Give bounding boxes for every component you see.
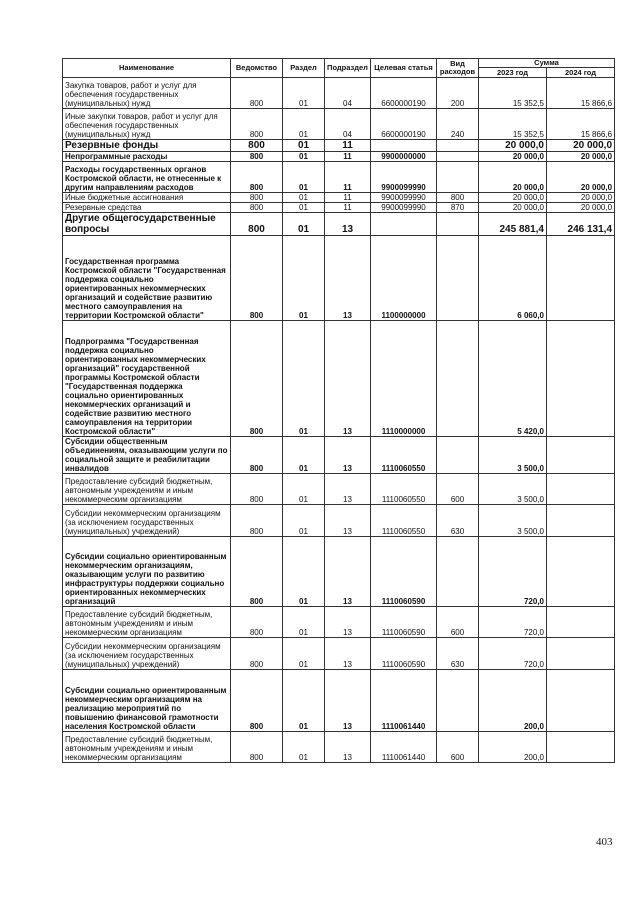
cell-sec: 01 — [283, 670, 325, 732]
cell-type: 630 — [437, 638, 479, 670]
cell-target: 9900099990 — [371, 193, 437, 203]
cell-type: 630 — [437, 505, 479, 537]
cell-dept: 800 — [231, 505, 283, 537]
cell-name: Иные закупки товаров, работ и услуг для обеспечения государственных (муниципальных) нужд — [63, 109, 231, 140]
header-section: Раздел — [283, 59, 325, 78]
cell-y2024 — [547, 537, 615, 607]
table-row — [63, 505, 615, 537]
header-subsection: Подраздел — [325, 59, 371, 78]
cell-y2024 — [547, 670, 615, 732]
cell-dept: 800 — [231, 537, 283, 607]
cell-name: Непрограммные расходы — [63, 152, 231, 162]
cell-sub: 11 — [325, 152, 371, 162]
cell-target: 1100000000 — [371, 236, 437, 321]
cell-sec: 01 — [283, 607, 325, 638]
cell-sub: 13 — [325, 474, 371, 505]
cell-sub: 13 — [325, 670, 371, 732]
cell-sub: 11 — [325, 140, 371, 152]
cell-y2023: 20 000,0 — [479, 152, 547, 162]
cell-name: Резервные фонды — [63, 140, 231, 152]
cell-sub: 13 — [325, 236, 371, 321]
cell-dept: 800 — [231, 732, 283, 763]
cell-sub: 13 — [325, 437, 371, 474]
cell-sec: 01 — [283, 474, 325, 505]
cell-name: Субсидии общественным объединениям, оказывающим услуги по социальной защите и реабилитации инвалидов — [63, 437, 231, 474]
table-row — [63, 162, 615, 193]
cell-dept: 800 — [231, 670, 283, 732]
cell-name: Предоставление субсидий бюджетным, автономным учреждениям и иным некоммерческим организациям — [63, 607, 231, 638]
cell-type — [437, 321, 479, 437]
cell-y2024 — [547, 638, 615, 670]
table-row — [63, 537, 615, 607]
cell-sec: 01 — [283, 78, 325, 109]
cell-target: 9900099990 — [371, 203, 437, 213]
table-row — [63, 236, 615, 321]
cell-y2023: 200,0 — [479, 732, 547, 763]
cell-sec: 01 — [283, 732, 325, 763]
cell-sec: 01 — [283, 109, 325, 140]
cell-sec: 01 — [283, 193, 325, 203]
cell-target: 1110060590 — [371, 607, 437, 638]
cell-y2024 — [547, 321, 615, 437]
cell-name: Предоставление субсидий бюджетным, автономным учреждениям и иным некоммерческим организациям — [63, 732, 231, 763]
cell-sub: 13 — [325, 732, 371, 763]
cell-type — [437, 162, 479, 193]
header-target: Целевая статья — [371, 59, 437, 78]
cell-sec: 01 — [283, 140, 325, 152]
cell-target: 1110061440 — [371, 670, 437, 732]
cell-y2023: 5 420,0 — [479, 321, 547, 437]
cell-name: Предоставление субсидий бюджетным, автономным учреждениям и иным некоммерческим организациям — [63, 474, 231, 505]
cell-name: Другие общегосударственные вопросы — [63, 213, 231, 236]
cell-name: Субсидии социально ориентированным некоммерческим организациям на реализацию мероприятий по повышению финансовой грамотности населения Костромской области — [63, 670, 231, 732]
cell-sub: 11 — [325, 203, 371, 213]
table-row — [63, 321, 615, 437]
cell-dept: 800 — [231, 78, 283, 109]
cell-type — [437, 670, 479, 732]
header-name: Наименование — [63, 59, 231, 78]
cell-sec: 01 — [283, 638, 325, 670]
cell-type: 240 — [437, 109, 479, 140]
cell-name: Субсидии социально ориентированным некоммерческим организациям, оказывающим услуги по развитию инфраструктуры поддержки социально ориентированных некоммерческих организаций — [63, 537, 231, 607]
cell-target: 1110060550 — [371, 437, 437, 474]
cell-dept: 800 — [231, 321, 283, 437]
cell-y2023: 15 352,5 — [479, 109, 547, 140]
cell-sec: 01 — [283, 505, 325, 537]
cell-name: Субсидии некоммерческим организациям (за исключением государственных (муниципальных) учреждений) — [63, 638, 231, 670]
cell-type — [437, 140, 479, 152]
cell-sub: 11 — [325, 162, 371, 193]
cell-dept: 800 — [231, 140, 283, 152]
cell-dept: 800 — [231, 213, 283, 236]
cell-sec: 01 — [283, 537, 325, 607]
cell-type — [437, 437, 479, 474]
cell-dept: 800 — [231, 474, 283, 505]
cell-name: Расходы государственных органов Костромской области, не отнесенные к другим направлениям расходов — [63, 162, 231, 193]
table-row — [63, 78, 615, 109]
cell-y2024: 20 000,0 — [547, 203, 615, 213]
cell-sub: 13 — [325, 321, 371, 437]
cell-y2023: 6 060,0 — [479, 236, 547, 321]
header-year-2023: 2023 год — [479, 68, 547, 78]
cell-type: 600 — [437, 732, 479, 763]
cell-target: 9900099990 — [371, 162, 437, 193]
cell-target: 1110060590 — [371, 638, 437, 670]
cell-dept: 800 — [231, 203, 283, 213]
cell-y2023: 20 000,0 — [479, 193, 547, 203]
cell-y2024: 15 866,6 — [547, 78, 615, 109]
cell-type: 800 — [437, 193, 479, 203]
table-row — [63, 732, 615, 763]
table-row — [63, 607, 615, 638]
cell-y2024 — [547, 474, 615, 505]
cell-name: Государственная программа Костромской области "Государственная поддержка социально ориентированных некоммерческих организаций и содействие развитию местного самоуправления на территории Костромской области" — [63, 236, 231, 321]
cell-y2023: 720,0 — [479, 607, 547, 638]
cell-y2024: 20 000,0 — [547, 193, 615, 203]
cell-name: Иные бюджетные ассигнования — [63, 193, 231, 203]
header-type: Вид расходов — [437, 59, 479, 78]
cell-dept: 800 — [231, 236, 283, 321]
budget-table — [62, 58, 615, 763]
cell-name: Закупка товаров, работ и услуг для обеспечения государственных (муниципальных) нужд — [63, 78, 231, 109]
cell-y2023: 200,0 — [479, 670, 547, 732]
cell-dept: 800 — [231, 638, 283, 670]
header-dept: Ведомство — [231, 59, 283, 78]
cell-y2024: 246 131,4 — [547, 213, 615, 236]
cell-sec: 01 — [283, 203, 325, 213]
cell-target — [371, 140, 437, 152]
cell-type: 870 — [437, 203, 479, 213]
cell-type — [437, 537, 479, 607]
cell-target: 1110060550 — [371, 505, 437, 537]
cell-target: 1110061440 — [371, 732, 437, 763]
page-number: 403 — [596, 836, 613, 848]
table-row — [63, 474, 615, 505]
table-row — [63, 203, 615, 213]
cell-y2024: 20 000,0 — [547, 152, 615, 162]
table-row — [63, 213, 615, 236]
cell-dept: 800 — [231, 152, 283, 162]
cell-type: 200 — [437, 78, 479, 109]
table-row — [63, 437, 615, 474]
cell-name: Субсидии некоммерческим организациям (за исключением государственных (муниципальных) учреждений) — [63, 505, 231, 537]
cell-sec: 01 — [283, 321, 325, 437]
table-row — [63, 670, 615, 732]
cell-y2023: 3 500,0 — [479, 437, 547, 474]
table-body — [63, 78, 615, 763]
table-row — [63, 193, 615, 203]
cell-target: 6600000190 — [371, 109, 437, 140]
cell-sec: 01 — [283, 437, 325, 474]
cell-dept: 800 — [231, 162, 283, 193]
cell-sub: 04 — [325, 109, 371, 140]
cell-y2024 — [547, 607, 615, 638]
table-row — [63, 152, 615, 162]
cell-dept: 800 — [231, 607, 283, 638]
cell-type: 600 — [437, 474, 479, 505]
cell-dept: 800 — [231, 437, 283, 474]
cell-name: Резервные средства — [63, 203, 231, 213]
cell-y2023: 3 500,0 — [479, 474, 547, 505]
cell-y2023: 3 500,0 — [479, 505, 547, 537]
cell-type — [437, 213, 479, 236]
cell-y2023: 720,0 — [479, 638, 547, 670]
cell-y2023: 20 000,0 — [479, 203, 547, 213]
cell-y2023: 15 352,5 — [479, 78, 547, 109]
cell-sec: 01 — [283, 236, 325, 321]
cell-y2023: 20 000,0 — [479, 162, 547, 193]
cell-target: 1110060550 — [371, 474, 437, 505]
cell-target: 1110000000 — [371, 321, 437, 437]
cell-y2023: 20 000,0 — [479, 140, 547, 152]
cell-sub: 13 — [325, 505, 371, 537]
cell-target — [371, 213, 437, 236]
cell-sub: 13 — [325, 213, 371, 236]
cell-sub: 04 — [325, 78, 371, 109]
cell-type — [437, 152, 479, 162]
cell-dept: 800 — [231, 193, 283, 203]
header-sum: Сумма — [479, 59, 615, 68]
cell-sub: 13 — [325, 537, 371, 607]
cell-y2023: 720,0 — [479, 537, 547, 607]
table-row — [63, 638, 615, 670]
cell-sub: 13 — [325, 607, 371, 638]
cell-target: 1110060590 — [371, 537, 437, 607]
cell-sec: 01 — [283, 213, 325, 236]
table-row — [63, 140, 615, 152]
table-row — [63, 109, 615, 140]
cell-y2024: 20 000,0 — [547, 140, 615, 152]
cell-y2024 — [547, 437, 615, 474]
cell-sub: 13 — [325, 638, 371, 670]
cell-target: 9900000000 — [371, 152, 437, 162]
cell-dept: 800 — [231, 109, 283, 140]
cell-sec: 01 — [283, 152, 325, 162]
cell-y2024 — [547, 505, 615, 537]
cell-name: Подпрограмма "Государственная поддержка социально ориентированных некоммерческих организаций" государственной программы Костромской области "Государственная поддержка социально ориентированных некоммерческих организаций и содействие развитию местного самоуправления на территории Костромской области" — [63, 321, 231, 437]
cell-y2024 — [547, 236, 615, 321]
cell-y2024: 15 866,6 — [547, 109, 615, 140]
cell-y2024 — [547, 732, 615, 763]
cell-target: 6600000190 — [371, 78, 437, 109]
cell-y2023: 245 881,4 — [479, 213, 547, 236]
cell-sec: 01 — [283, 162, 325, 193]
cell-type — [437, 236, 479, 321]
header-year-2024: 2024 год — [547, 68, 615, 78]
cell-sub: 11 — [325, 193, 371, 203]
cell-y2024: 20 000,0 — [547, 162, 615, 193]
cell-type: 600 — [437, 607, 479, 638]
